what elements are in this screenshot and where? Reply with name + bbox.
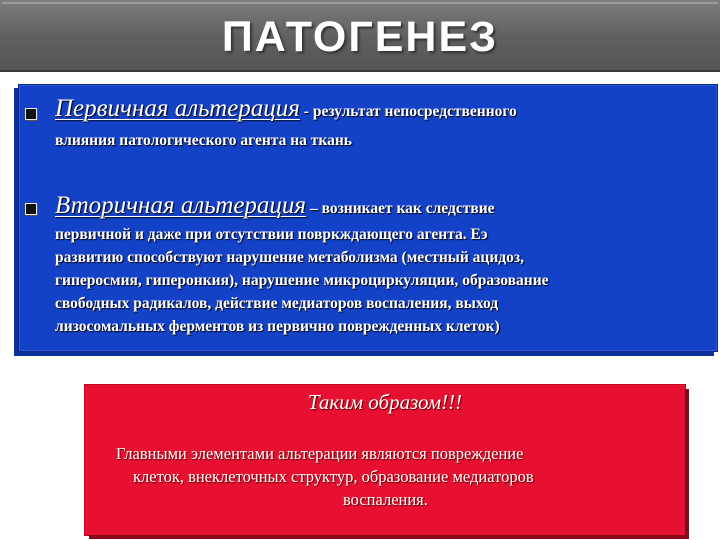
- secondary-alteration-line: развитию способствуют нарушение метаболизма (местный ацидоз,: [55, 249, 524, 266]
- primary-alteration-heading: [55, 95, 517, 123]
- primary-alteration-term: Первичная альтерация: [55, 95, 300, 122]
- secondary-alteration-line: свободных радикалов, действие медиаторов воспаления, выход: [55, 295, 499, 312]
- secondary-alteration-line: первичной и даже при отсутствии повркждающего агента. Еэ: [55, 226, 488, 243]
- secondary-alteration-line: гиперосмия, гиперонкия), нарушение микроциркуляции, образование: [55, 272, 549, 289]
- conclusion-heading: Таким образом!!!: [307, 390, 463, 414]
- slide-title: ПАТОГЕНЕЗ: [221, 13, 499, 61]
- secondary-alteration-term: Вторичная альтерация: [55, 192, 307, 219]
- conclusion-line: Главными элементами альтерации являются повреждение: [116, 444, 524, 463]
- conclusion-line: клеток, внеклеточных структур, образование медиаторов: [133, 467, 534, 486]
- secondary-alteration-line: лизосомальных ферментов из первично поврежденных клеток): [55, 318, 500, 335]
- bullet-icon: [25, 108, 37, 120]
- primary-alteration-lead: - результат непосредственного: [299, 103, 517, 120]
- conclusion-line: воспаления.: [343, 490, 428, 509]
- secondary-alteration-lead: – возникает как следствие: [306, 200, 495, 217]
- secondary-alteration-heading: [55, 192, 495, 220]
- bullet-icon: [25, 203, 37, 215]
- primary-alteration-line: влияния патологического агента на ткань: [55, 132, 352, 149]
